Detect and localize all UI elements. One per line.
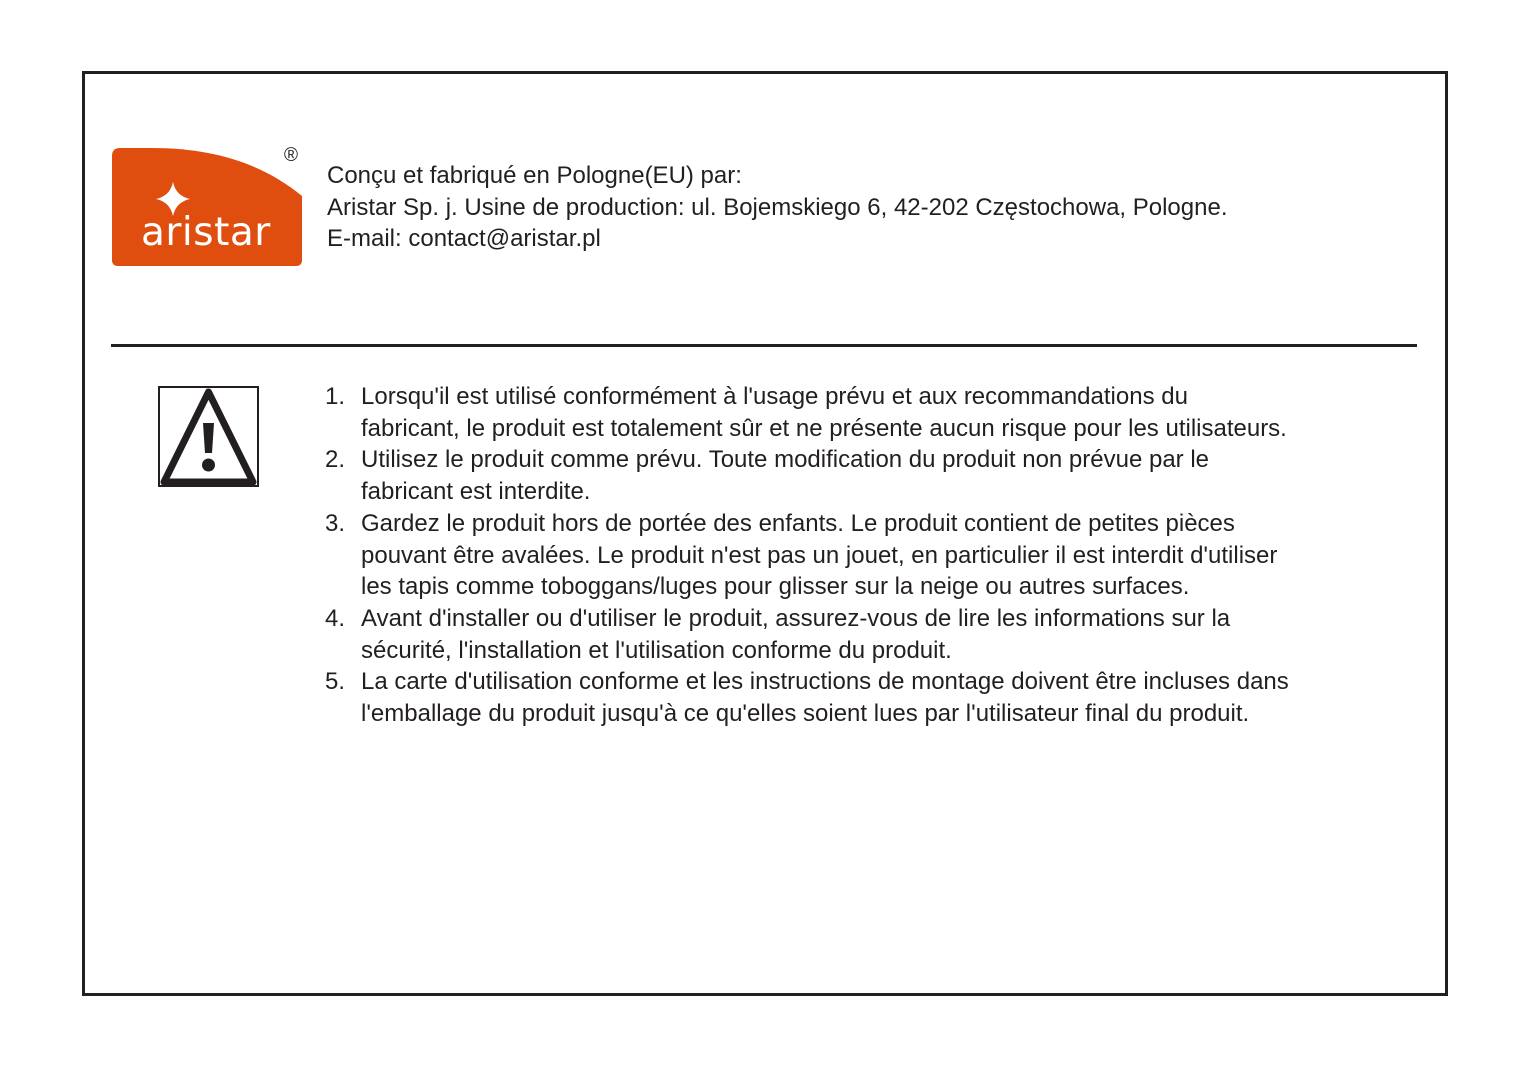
- list-item-line: Utilisez le produit comme prévu. Toute modification du produit non prévue par le: [361, 446, 1210, 474]
- list-item-line: fabricant, le produit est totalement sûr et ne présente aucun risque pour les utilisateurs.: [361, 414, 1287, 442]
- list-item: [325, 444, 1289, 507]
- manufacturer-info: [327, 160, 1228, 255]
- list-item-number: 3.: [325, 509, 346, 537]
- list-item-line: Lorsqu'il est utilisé conformément à l'usage prévu et aux recommandations du: [361, 383, 1188, 410]
- list-item: [325, 666, 1289, 729]
- list-item-text: [361, 381, 1287, 444]
- list-item-line: pouvant être avalées. Le produit n'est pas un jouet, en particulier il est interdit d'utiliser: [361, 541, 1278, 569]
- list-item-number: 4.: [325, 604, 346, 632]
- list-item-line: sécurité, l'installation et l'utilisation conforme du produit.: [361, 636, 952, 664]
- aristar-logo-mark: [112, 145, 302, 266]
- list-item-number: 2.: [325, 446, 346, 474]
- section-divider: [111, 344, 1417, 347]
- list-item-line: les tapis comme toboggans/luges pour glisser sur la neige ou autres surfaces.: [361, 573, 1190, 601]
- list-item-text: [361, 508, 1277, 603]
- aristar-logo: [112, 145, 302, 266]
- list-item: [325, 381, 1289, 444]
- list-item-line: l'emballage du produit jusqu'à ce qu'elles soient lues par l'utilisateur final du produit.: [361, 700, 1250, 728]
- manufacturer-email: E-mail: contact@aristar.pl: [327, 225, 601, 252]
- list-item-number: 1.: [325, 383, 346, 410]
- list-item-line: Avant d'installer ou d'utiliser le produit, assurez-vous de lire les informations sur la: [361, 604, 1231, 632]
- warning-triangle-icon: [158, 386, 259, 487]
- list-item-number: 5.: [325, 668, 346, 696]
- safety-instructions-list: [325, 381, 1289, 730]
- list-item: [325, 508, 1289, 603]
- manufacturer-line: Conçu et fabriqué en Pologne(EU) par:: [327, 162, 742, 189]
- list-item-line: La carte d'utilisation conforme et les instructions de montage doivent être incluses dans: [361, 668, 1289, 696]
- list-item-line: fabricant est interdite.: [361, 478, 591, 506]
- logo-wordmark: aristar: [141, 210, 271, 255]
- registered-mark: ®: [284, 145, 298, 166]
- list-item: [325, 603, 1289, 666]
- list-item-line: Gardez le produit hors de portée des enfants. Le produit contient de petites pièces: [361, 509, 1235, 537]
- manufacturer-address: Aristar Sp. j. Usine de production: ul. Bojemskiego 6, 42-202 Częstochowa, Pologne.: [327, 193, 1228, 221]
- list-item-text: [361, 666, 1289, 729]
- list-item-text: [361, 603, 1230, 666]
- list-item-text: [361, 444, 1209, 507]
